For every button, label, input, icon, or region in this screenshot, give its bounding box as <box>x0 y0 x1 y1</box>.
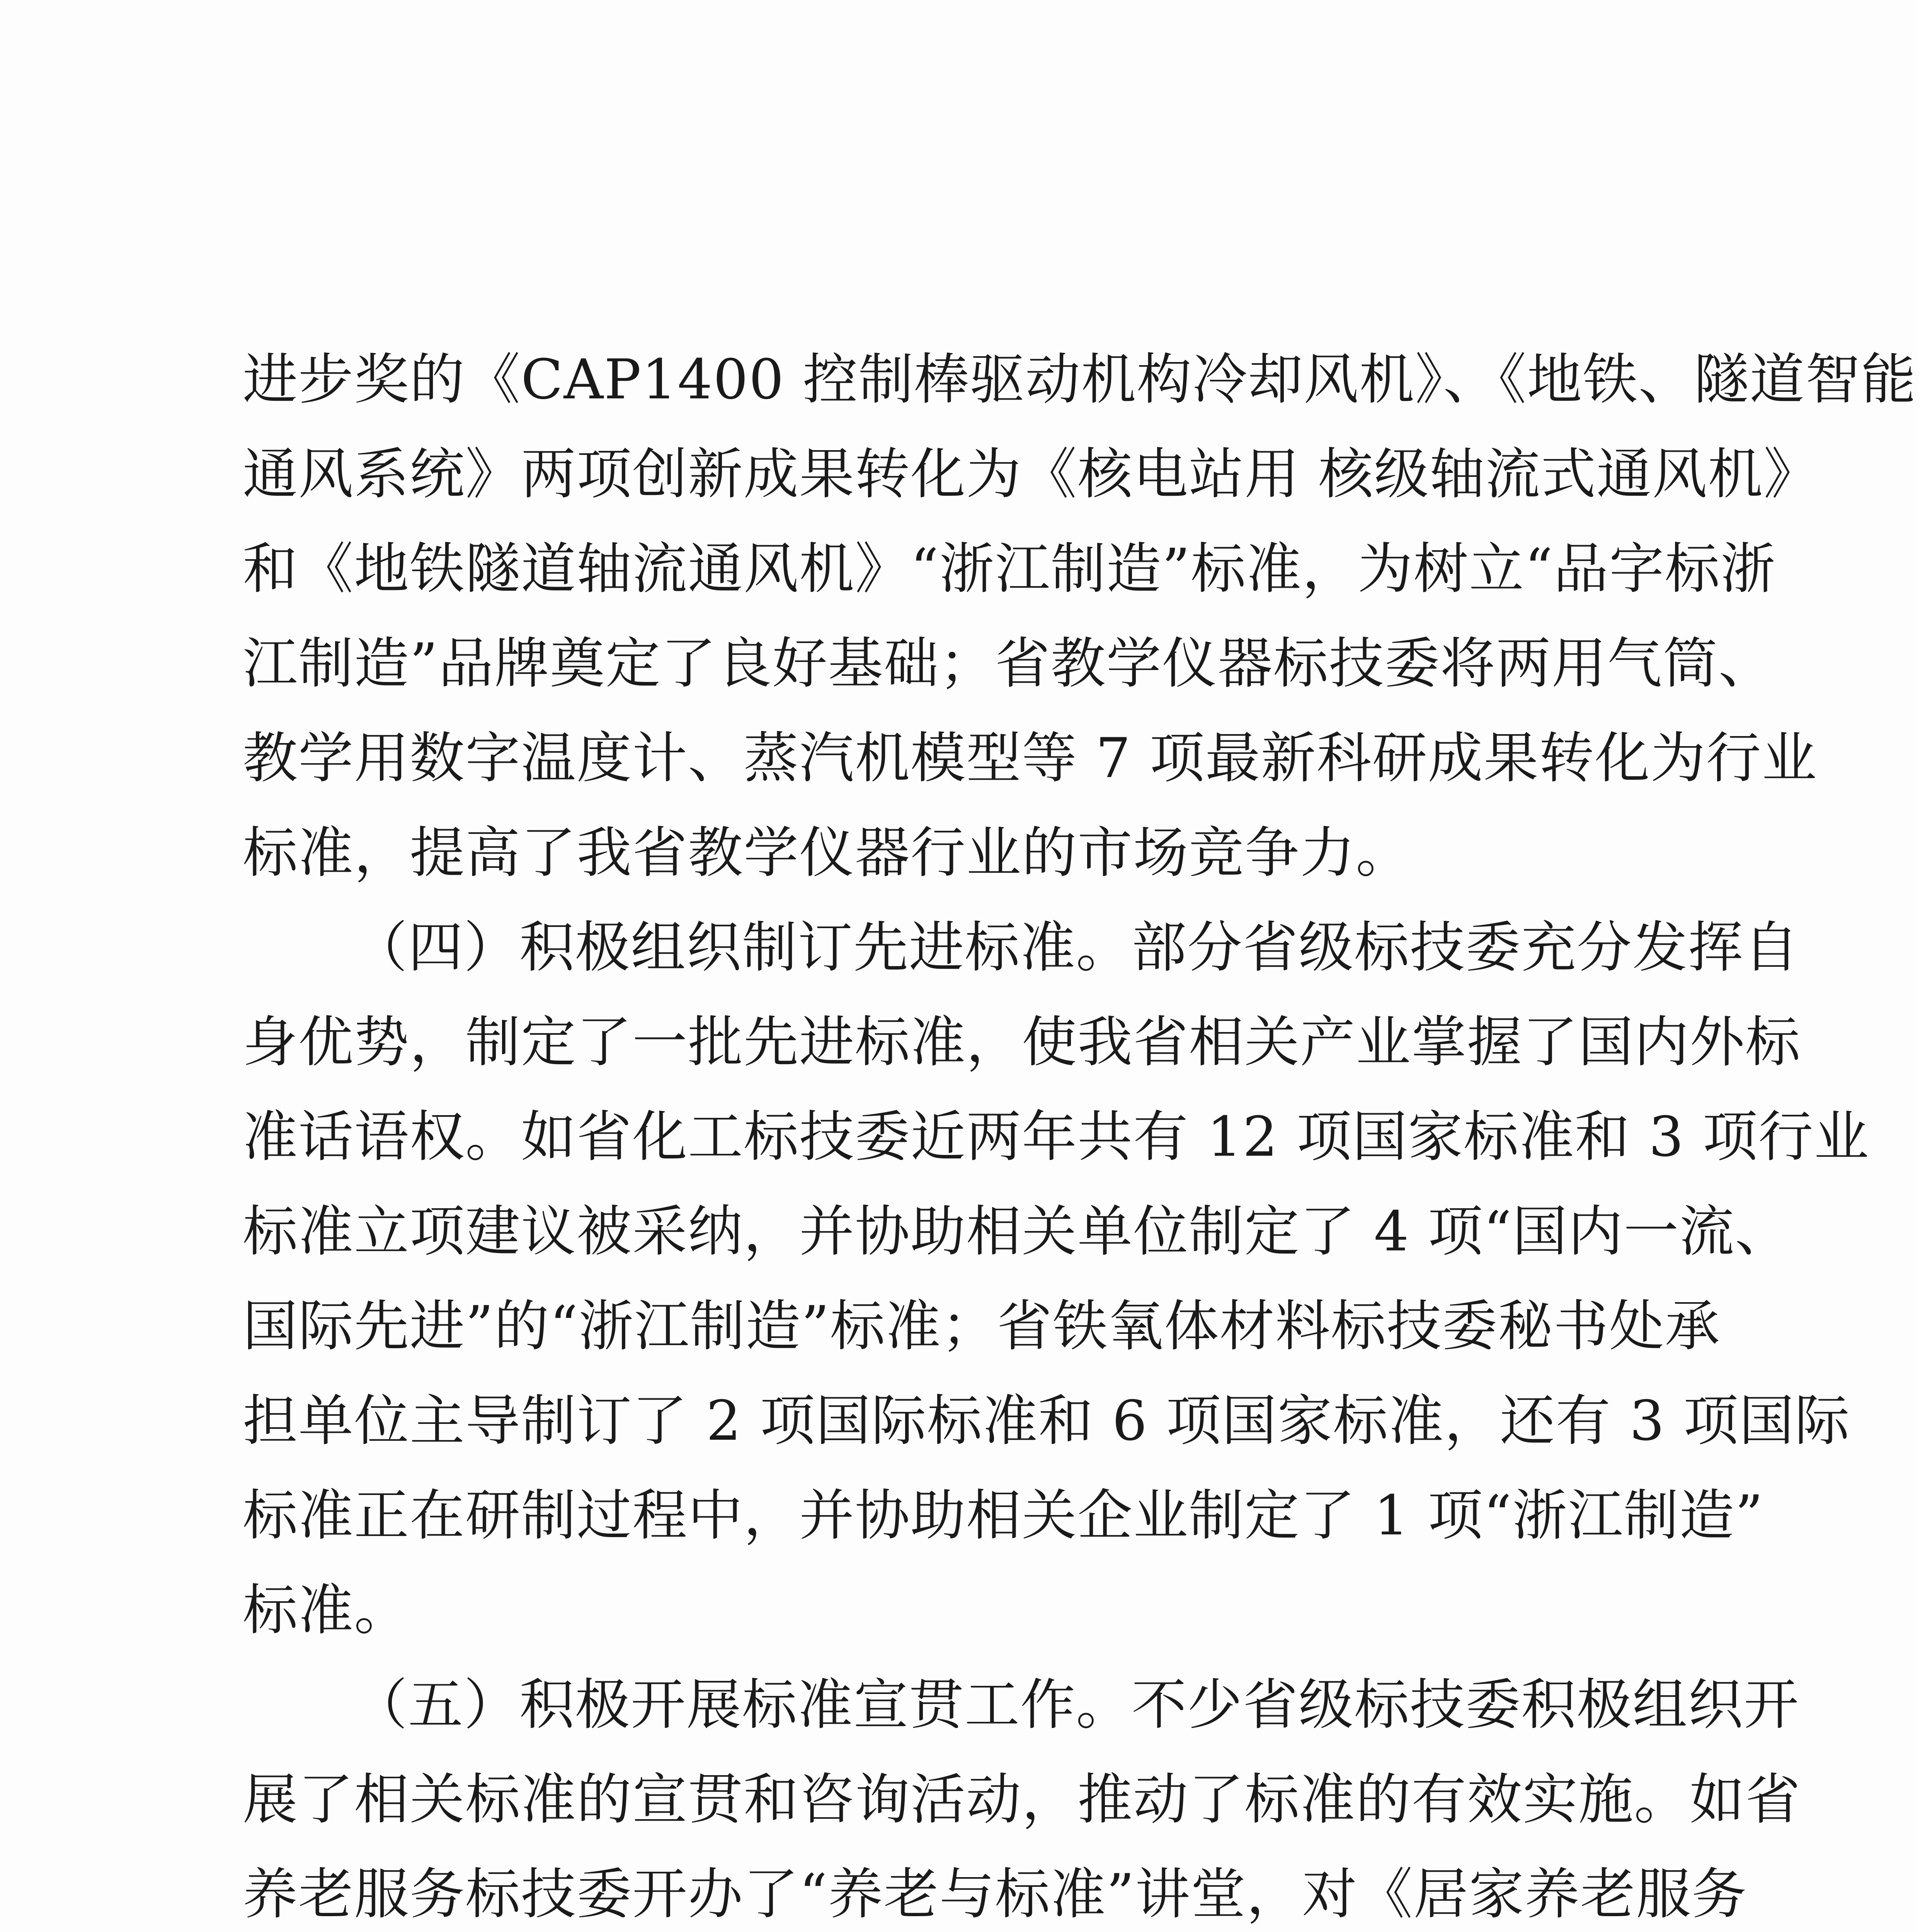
text-line: 标准立项建议被采纳，并协助相关单位制定了 4 项“国内一流、 <box>243 1200 1791 1264</box>
text-line: 教学用数字温度计、蒸汽机模型等 7 项最新科研成果转化为行业 <box>243 726 1818 790</box>
text-line: 和《地铁隧道轴流通风机》“浙江制造”标准，为树立“品字标浙 <box>243 537 1776 601</box>
text-line: 准话语权。如省化工标技委近两年共有 12 项国家标准和 3 项行业 <box>243 1105 1870 1169</box>
text-line: 国际先进”的“浙江制造”标准；省铁氧体材料标技委秘书处承 <box>243 1294 1721 1358</box>
text-line: 标准正在研制过程中，并协助相关企业制定了 1 项“浙江制造” <box>243 1484 1764 1548</box>
text-line: 标准。 <box>243 1578 410 1642</box>
section-heading-line: （五）积极开展标准宣贯工作。不少省级标技委积极组织开 <box>352 1673 1799 1737</box>
text-line: 养老服务标技委开办了“养老与标准”讲堂，对《居家养老服务 <box>243 1862 1748 1926</box>
text-line: 标准，提高了我省教学仪器行业的市场竞争力。 <box>243 821 1411 885</box>
text-line: 身优势，制定了一批先进标准，使我省相关产业掌握了国内外标 <box>243 1010 1801 1074</box>
text-line: 进步奖的《CAP1400 控制棒驱动机构冷却风机》、《地铁、隧道智能 <box>243 348 1917 412</box>
section-heading-line: （四）积极组织制订先进标准。部分省级标技委充分发挥自 <box>352 916 1799 980</box>
text-line: 通风系统》两项创新成果转化为《核电站用 核级轴流式通风机》 <box>243 442 1819 506</box>
text-line: 江制造”品牌奠定了良好基础；省教学仪器标技委将两用气筒、 <box>243 632 1774 696</box>
body-text <box>243 332 1917 1932</box>
text-line: 展了相关标准的宣贯和咨询活动，推动了标准的有效实施。如省 <box>243 1768 1801 1832</box>
text-line: 担单位主导制订了 2 项国际标准和 6 项国家标准，还有 3 项国际 <box>243 1389 1850 1453</box>
